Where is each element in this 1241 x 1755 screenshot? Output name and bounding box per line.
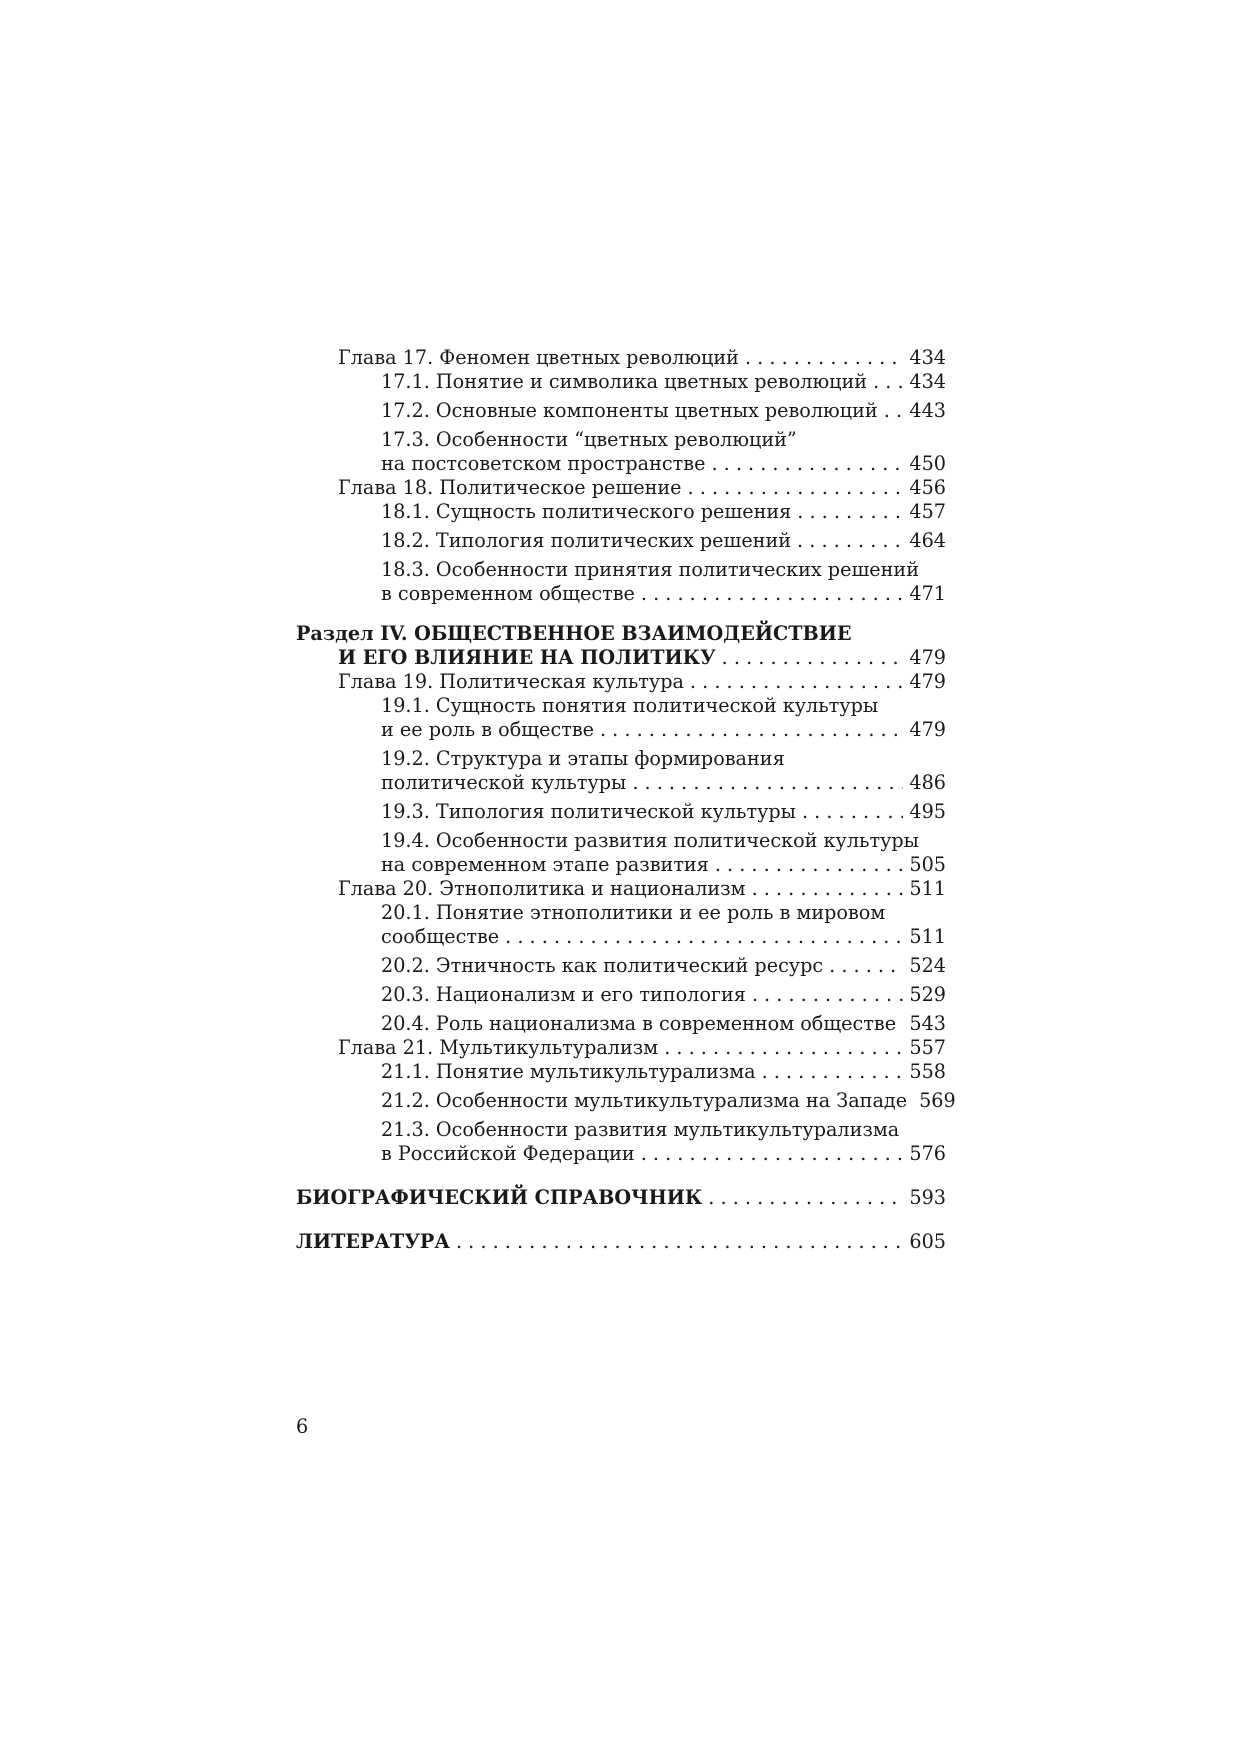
dot-leader	[902, 1012, 903, 1036]
toc-section-21-3[interactable]	[296, 1142, 946, 1166]
toc-page-number: 450	[909, 452, 946, 475]
toc-section-19-2[interactable]	[296, 771, 946, 795]
toc-entry-title: 18.2. Типология политических решений	[381, 529, 792, 552]
toc-part-4[interactable]	[296, 646, 946, 670]
dot-leader	[690, 670, 903, 694]
dot-leader	[884, 399, 904, 423]
toc-entry-title: 17.2. Основные компоненты цветных революций	[381, 399, 878, 422]
toc-entry-title: 17.1. Понятие и символика цветных революций	[381, 370, 868, 393]
toc-page-number: 511	[909, 925, 946, 948]
toc-page-number: 576	[909, 1142, 946, 1165]
toc-page-number: 479	[909, 646, 946, 669]
toc-section-19-3[interactable]	[296, 800, 946, 824]
toc-chapter-18[interactable]	[296, 476, 946, 500]
dot-leader	[797, 500, 903, 524]
dot-leader	[873, 370, 903, 394]
toc-section-19-1-line1: 19.1. Сущность понятия политической культуры	[381, 694, 879, 717]
dot-leader	[752, 983, 904, 1007]
dot-leader	[708, 1186, 903, 1210]
toc-entry-title: 20.4. Роль национализма в современном обществе	[381, 1012, 897, 1035]
toc-page-number: 479	[909, 718, 946, 741]
toc-page-number: 471	[909, 582, 946, 605]
toc-part-4-line1: Раздел IV. ОБЩЕСТВЕННОЕ ВЗАИМОДЕЙСТВИЕ	[296, 622, 852, 645]
toc-section-19-4[interactable]	[296, 853, 946, 877]
dot-leader	[632, 771, 903, 795]
toc-page-number: 557	[909, 1036, 946, 1059]
toc-page-number: 495	[909, 800, 946, 823]
toc-entry-title: и ее роль в обществе	[381, 718, 594, 741]
toc-entry-title: на современном этапе развития	[381, 853, 709, 876]
toc-page-number: 434	[909, 370, 946, 393]
toc-entry-title: Глава 17. Феномен цветных революций	[338, 346, 739, 369]
toc-page-number: 479	[909, 670, 946, 693]
page-number: 6	[296, 1415, 309, 1438]
dot-leader	[762, 1060, 904, 1084]
toc-section-19-4-line1: 19.4. Особенности развития политической культуры	[381, 829, 919, 852]
toc-section-18-3[interactable]	[296, 582, 946, 606]
toc-page-number: 569	[919, 1089, 956, 1112]
dot-leader	[641, 1142, 904, 1166]
toc-section-21-2[interactable]	[296, 1089, 956, 1113]
toc-page-number: 511	[909, 877, 946, 900]
toc-section-21-1[interactable]	[296, 1060, 946, 1084]
toc-entry-title: Глава 20. Этнополитика и национализм	[338, 877, 746, 900]
dot-leader	[802, 800, 903, 824]
toc-entry-title: 18.1. Сущность политического решения	[381, 500, 792, 523]
toc-page-number: 524	[909, 954, 946, 977]
toc-entry-title: 20.2. Этничность как политический ресурс	[381, 954, 824, 977]
toc-chapter-17[interactable]	[296, 346, 946, 370]
toc-entry-title: в современном обществе	[381, 582, 635, 605]
toc-entry-title: И ЕГО ВЛИЯНИЕ НА ПОЛИТИКУ	[338, 646, 716, 669]
dot-leader	[641, 582, 903, 606]
dot-leader	[600, 718, 903, 742]
toc-section-21-3-line1: 21.3. Особенности развития мультикультурализма	[381, 1118, 900, 1141]
toc-chapter-19[interactable]	[296, 670, 946, 694]
toc-page-number: 558	[909, 1060, 946, 1083]
toc-entry-title: сообществе	[381, 925, 500, 948]
toc-section-17-3-line1: 17.3. Особенности “цветных революций”	[381, 428, 797, 451]
toc-section-20-3[interactable]	[296, 983, 946, 1007]
toc-page-number: 605	[909, 1230, 946, 1253]
toc-section-19-2-line1: 19.2. Структура и этапы формирования	[381, 747, 785, 770]
toc-entry-title: в Российской Федерации	[381, 1142, 635, 1165]
toc-entry-title: политической культуры	[381, 771, 627, 794]
dot-leader	[715, 853, 904, 877]
toc-section-20-2[interactable]	[296, 954, 946, 978]
dot-leader	[829, 954, 903, 978]
toc-entry-title: 19.3. Типология политической культуры	[381, 800, 796, 823]
toc-page-number: 543	[909, 1012, 946, 1035]
toc-entry-title: Глава 21. Мультикультурализм	[338, 1036, 659, 1059]
toc-entry-title: Глава 18. Политическое решение	[338, 476, 682, 499]
toc-entry-title: 21.2. Особенности мультикультурализма на Западе	[381, 1089, 908, 1112]
toc-biographical-reference[interactable]	[296, 1186, 946, 1210]
toc-section-20-4[interactable]	[296, 1012, 946, 1036]
toc-page-number: 593	[909, 1186, 946, 1209]
dot-leader	[664, 1036, 903, 1060]
toc-section-17-1[interactable]	[296, 370, 946, 394]
toc-section-18-1[interactable]	[296, 500, 946, 524]
toc-section-20-1[interactable]	[296, 925, 946, 949]
dot-leader	[505, 925, 903, 949]
toc-section-17-3[interactable]	[296, 452, 946, 476]
toc-entry-title: БИОГРАФИЧЕСКИЙ СПРАВОЧНИК	[296, 1186, 703, 1209]
toc-entry-title: ЛИТЕРАТУРА	[296, 1230, 450, 1253]
toc-page-number: 443	[909, 399, 946, 422]
toc-entry-title: 20.3. Национализм и его типология	[381, 983, 746, 1006]
toc-section-17-2[interactable]	[296, 399, 946, 423]
toc-page-number: 486	[909, 771, 946, 794]
toc-section-20-1-line1: 20.1. Понятие этнополитики и ее роль в мировом	[381, 901, 886, 924]
toc-page-number: 457	[909, 500, 946, 523]
dot-leader	[711, 452, 903, 476]
dot-leader	[745, 346, 903, 370]
table-of-contents	[296, 346, 956, 1254]
toc-section-19-1[interactable]	[296, 718, 946, 742]
toc-chapter-21[interactable]	[296, 1036, 946, 1060]
toc-entry-title: на постсоветском пространстве	[381, 452, 706, 475]
toc-section-18-2[interactable]	[296, 529, 946, 553]
dot-leader	[797, 529, 903, 553]
toc-page-number: 464	[909, 529, 946, 552]
toc-literature[interactable]	[296, 1230, 946, 1254]
toc-page-number: 529	[909, 983, 946, 1006]
toc-page-number: 434	[909, 346, 946, 369]
dot-leader	[752, 877, 904, 901]
dot-leader	[456, 1230, 903, 1254]
toc-page-number: 456	[909, 476, 946, 499]
toc-section-18-3-line1: 18.3. Особенности принятия политических решений	[381, 558, 919, 581]
toc-chapter-20[interactable]	[296, 877, 946, 901]
toc-page-number: 505	[909, 853, 946, 876]
toc-entry-title: 21.1. Понятие мультикультурализма	[381, 1060, 756, 1083]
dot-leader	[688, 476, 904, 500]
dot-leader	[722, 646, 904, 670]
toc-entry-title: Глава 19. Политическая культура	[338, 670, 684, 693]
